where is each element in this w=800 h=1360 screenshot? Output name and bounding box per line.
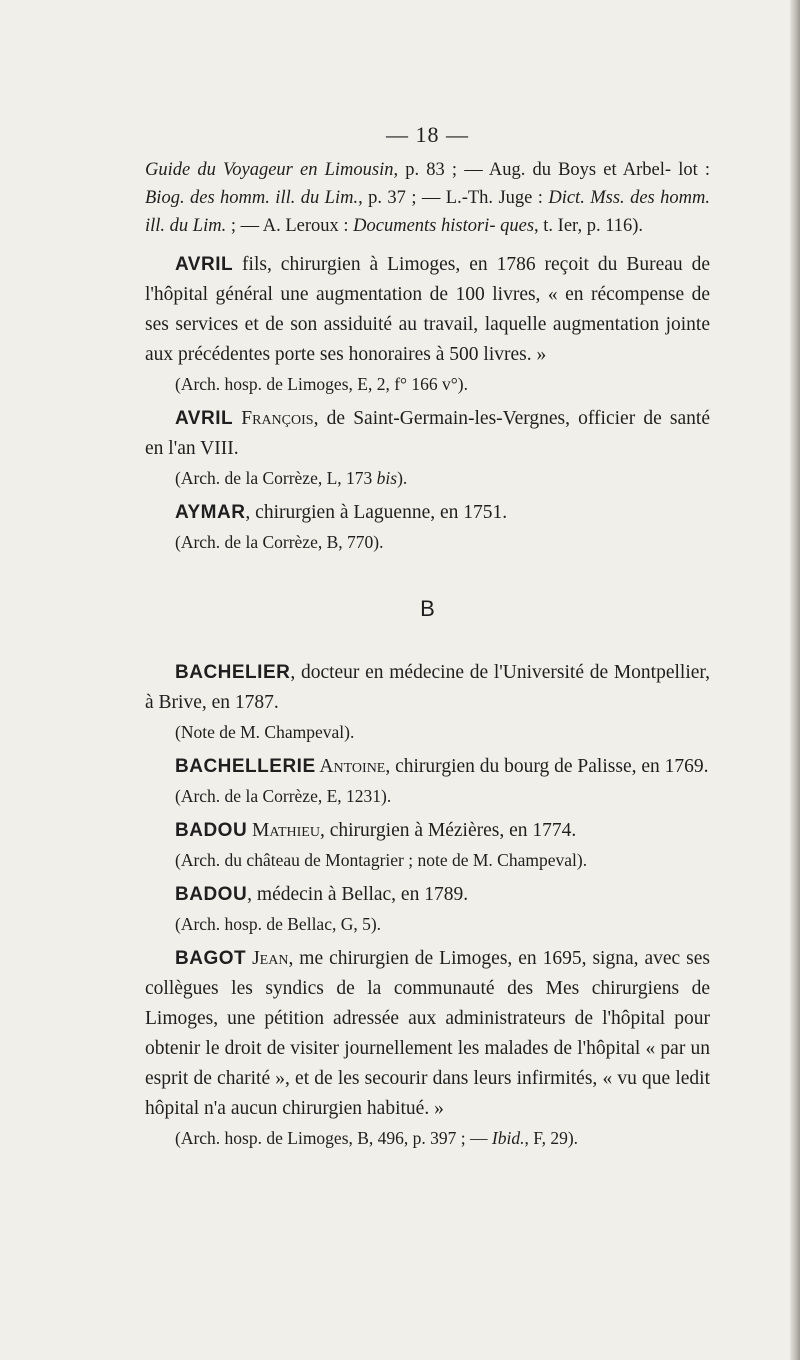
intro-title-3: Dict. [548,188,585,208]
intro-text-4: ; — A. Leroux : [226,216,354,236]
entry-source [175,464,710,492]
intro-title-2: Biog. des homm. ill. du Lim. [145,188,359,208]
entry-text: , médecin à Bellac, en 1789. [247,884,469,905]
entry-first-name: Jean [246,948,289,969]
book-page [145,120,710,1158]
source-part: ). [397,468,408,488]
source-part: (Arch. hosp. de Limoges, B, 496, p. 397 ; — [175,1128,492,1148]
intro-title-6: ques [500,216,535,236]
entry-text: , chirurgien à Mézières, en 1774. [319,820,577,841]
entry-name: AVRIL [175,254,234,275]
entry-source: (Arch. de la Corrèze, E, 1231). [175,786,392,806]
page-edge-shadow [790,0,800,1360]
entry-source: (Arch. de la Corrèze, B, 770). [175,532,384,552]
page-number: — 18 — [386,122,469,147]
entry-text: , de Saint-Germain-les-Vergnes, officier de santé en l'an VIII. [145,408,710,459]
entry-name: BACHELIER [175,662,291,683]
intro-text-5: , t. Ier, p. 116). [534,216,644,236]
intro-title-4: Mss. des homm. ill. du Lim. [145,188,711,236]
entry-name: AYMAR [175,502,246,523]
entry-bagot-jean [145,944,710,1124]
entry-source: (Note de M. Champeval). [175,722,355,742]
entry-name: AVRIL [175,408,234,429]
source-part: (Arch. de la Corrèze, L, 173 [175,468,377,488]
entry-avril-fils [145,250,710,370]
source-part: , F, 29). [524,1128,579,1148]
entry-bachellerie [145,752,710,782]
section-letter: B [420,596,435,621]
source-italic: bis [376,468,398,488]
entry-first-name: Antoine [315,756,386,777]
entry-source: (Arch. du château de Montagrier ; note de M. Champeval). [175,850,588,870]
entry-text: , chirurgien à Laguenne, en 1751. [245,502,508,523]
intro-text-1: , p. 83 ; — Aug. du Boys et Arbel- [393,160,672,180]
intro-references [145,156,710,240]
entry-source: (Arch. hosp. de Bellac, G, 5). [175,914,382,934]
source-italic: Ibid. [491,1128,525,1148]
entry-badou-mathieu [145,816,710,846]
entry-source: (Arch. hosp. de Limoges, E, 2, f° 166 v°). [175,374,468,394]
intro-title-5: Documents histori- [353,216,496,236]
entry-name: BACHELLERIE [175,756,316,777]
entry-bachelier [145,658,710,718]
entry-text: , me chirurgien de Limoges, en 1695, signa, avec ses collègues les syndics de la communauté des Mes chirurgiens de Limoges, une pétition adressée aux administrateurs de l'hôpital pour obtenir le droit de visiter journellement les malades de l'hôpital « par un esprit de charité », et de les secourir dans leurs infirmités, « vu que ledit hôpital n'a aucun chirurgien habitué. » [145,948,710,1119]
entry-badou [145,880,710,910]
entry-aymar [145,498,710,528]
intro-text-3: , p. 37 ; — L.-Th. Juge : [358,188,549,208]
entry-name: BADOU [175,820,248,841]
entry-name: BAGOT [175,948,247,969]
entry-source [175,1124,710,1152]
entry-first-name: Mathieu [247,820,320,841]
intro-title-1: Guide du Voyageur en Limousin [145,160,394,180]
entry-name: BADOU [175,884,248,905]
entry-avril-francois [145,404,710,464]
entry-first-name: François [233,408,314,429]
entry-text: fils, chirurgien à Limoges, en 1786 reçoit du Bureau de l'hôpital général une augmentation de 100 livres, « en récompense de ses services et de son assiduité au travail, laquelle augmentation jointe aux précédentes porte ses honoraires à 500 livres. » [145,254,710,365]
intro-text-2: lot : [678,160,710,180]
entry-text: , docteur en médecine de l'Université de Montpellier, à Brive, en 1787. [145,662,710,713]
entry-text: , chirurgien du bourg de Palisse, en 1769. [385,756,709,777]
